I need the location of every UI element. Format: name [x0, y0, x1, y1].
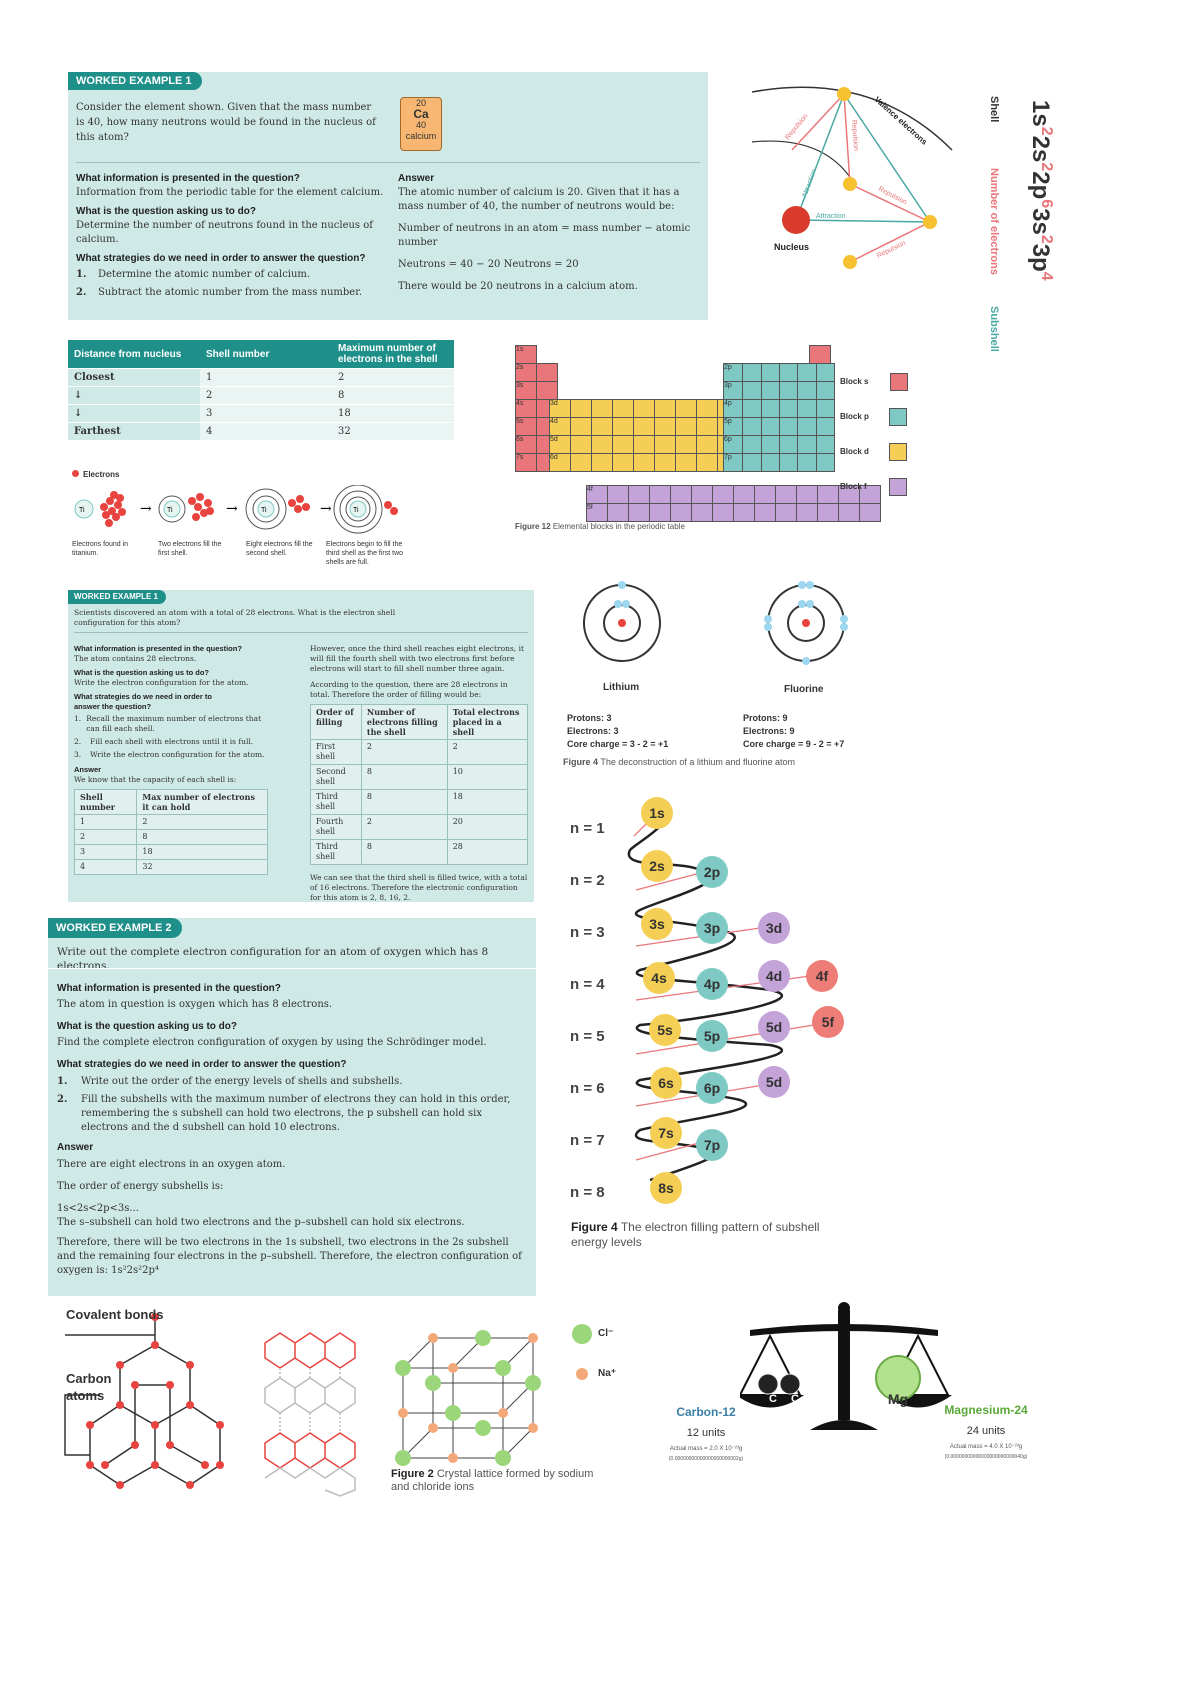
question-text: Write out the complete electron configuration for an atom of oxygen which has 8 electrons. [57, 946, 489, 972]
table-row: ↓ 2 8 [68, 387, 454, 405]
element-name: calcium [405, 131, 437, 141]
subshell: 2p [1027, 171, 1054, 200]
table-row: 2 8 [75, 830, 268, 845]
attraction-label: Attraction [801, 168, 818, 199]
answer-text: We know that the capacity of each shell is: [74, 775, 237, 784]
electron-count: 6 [1038, 199, 1055, 209]
subshell-3p: 3p [696, 912, 728, 944]
chloride-ion-icon [572, 1324, 592, 1344]
energy-level-label: n = 8 [570, 1184, 605, 1201]
divider [48, 968, 536, 969]
step-text: Write out the order of the energy levels of shells and subshells. [81, 1076, 403, 1087]
ti-symbol: Ti [79, 507, 85, 514]
nucleus [782, 206, 810, 234]
s-block-helium [809, 345, 831, 364]
energy-level-label: n = 1 [570, 820, 605, 837]
electron [843, 255, 857, 269]
s-block: 2s 3s 4s 5s 6s 7s [515, 363, 558, 472]
subshell-4f: 4f [806, 960, 838, 992]
arrow-icon: → [226, 501, 238, 517]
table-header: Maximum number of electrons in the shell [332, 340, 454, 369]
subshell-5p: 5p [696, 1020, 728, 1052]
magnesium-mass-long: (0.00000000000000000000000040g) [944, 1454, 1028, 1460]
legend-label: Block f [840, 482, 867, 491]
block-legend [840, 364, 908, 504]
nacl-lattice [393, 1318, 553, 1468]
atomic-number: 20 [415, 98, 426, 108]
shell-label: Shell [988, 96, 1000, 123]
energy-level-label: n = 2 [570, 872, 605, 889]
step-number: 1. [74, 714, 82, 723]
heading-asking: What is the question asking us to do? [76, 206, 257, 217]
question-text: Scientists discovered an atom with a total of 28 electrons. What is the electron shell configuration for this atom? [74, 608, 396, 627]
legend-label: Block d [840, 447, 869, 456]
subshell-4p: 4p [696, 968, 728, 1000]
legend-swatch [889, 478, 907, 496]
lithium-label: Lithium [603, 682, 640, 693]
repulsion-label: Repulsion [877, 185, 908, 207]
heading-strategies: What strategies do we need in order to answer the question? [74, 692, 212, 711]
caption: Electrons found in titanium. [72, 541, 129, 557]
magnesium-panel [920, 1403, 1052, 1460]
p-block: 2p 3p 4p 5p 6p 7p [723, 363, 835, 472]
number-of-electrons-label: Number of electrons [988, 168, 1000, 275]
divider [76, 162, 700, 163]
repulsion-label: Repulsion [784, 112, 810, 142]
step-number: 2. [76, 287, 87, 298]
table-row: First shell 2 2 [311, 740, 528, 765]
answer-text: There are eight electrons in an oxygen atom. [57, 1159, 286, 1170]
subshell-3s: 3s [641, 908, 673, 940]
subshell: 3p [1027, 243, 1054, 272]
asking-text: Find the complete electron configuration of oxygen by using the Schrödinger model. [57, 1037, 487, 1048]
question-text: Consider the element shown. Given that the mass number is 40, how many neutrons would be found in the nucleus of this atom? [76, 102, 376, 143]
subshell-1s: 1s [641, 797, 673, 829]
electron-count: 4 [1038, 271, 1055, 281]
electron-dot-icon [72, 470, 79, 477]
carbon-mass-long: (0.00000000000000000000002g) [668, 1456, 744, 1462]
electron-forces-diagram [752, 80, 962, 280]
subshell: 2s [1027, 135, 1054, 163]
subshell-3d: 3d [758, 912, 790, 944]
answer-text: The s–subshell can hold two electrons and the p–subshell can hold six electrons. [57, 1217, 465, 1228]
answer-conclusion: Therefore, there will be two electrons in the 1s subshell, two electrons in the 2s subshell and the remaining four electrons in the p–subshell. Therefore, the electron configuration of oxygen is: 1s²2s²2p⁴ [57, 1237, 522, 1276]
subshell-order: 1s<2s<2p<3s... [57, 1203, 139, 1214]
energy-level-label: n = 3 [570, 924, 605, 941]
answer-heading: Answer [398, 173, 435, 184]
example-tag: WORKED EXAMPLE 2 [48, 918, 182, 938]
lithium-info: Protons: 3 Electrons: 3 Core charge = 3 - 2 = +1 [567, 713, 669, 749]
magnesium-24-label: Magnesium-24 [944, 1403, 1028, 1417]
electron-config-notation [1026, 100, 1055, 281]
subshell-5d: 5d [758, 1066, 790, 1098]
d-block: 3d 4d 5d 6d [549, 399, 760, 472]
worked-example-shells [68, 590, 534, 902]
worked-example-oxygen [48, 918, 536, 1296]
answer-result: There would be 20 neutrons in a calcium atom. [398, 281, 638, 292]
electron-count: 2 [1038, 162, 1055, 172]
step-text: Fill each shell with electrons until it is full. [90, 737, 254, 746]
legend-label: Block p [840, 412, 869, 421]
valence-electron [923, 215, 937, 229]
covalent-bonds-label: Covalent bonds [66, 1307, 164, 1322]
caption: Eight electrons fill the second shell. [246, 541, 313, 557]
carbon-atom-pointer [65, 1395, 100, 1455]
filling-order-table: Order of filling Number of electrons filling the shell Total electrons placed in a shell First shell 2 2 Second shell 8 10 Third shell 8 18 Fourth shell 2 20 Third shell 8 28 [310, 704, 528, 865]
chloride-label: Cl⁻ [598, 1328, 614, 1339]
asking-text: Determine the number of neutrons found in the nucleus of calcium. [76, 220, 373, 245]
energy-level-label: n = 7 [570, 1132, 605, 1149]
electron [843, 177, 857, 191]
lithium-nucleus [618, 619, 626, 627]
fluorine-nucleus [802, 619, 810, 627]
step-text: Fill the subshells with the maximum number of electrons they can hold in this order, remembering the s subshell can hold two electrons, the p subshell can hold six electrons and the d subshell can hold 10 electrons. [81, 1094, 511, 1133]
step-text: Subtract the atomic number from the mass number. [98, 287, 363, 298]
carbon-12-label: Carbon-12 [676, 1405, 736, 1419]
repulsion-label: Repulsion [875, 239, 907, 260]
step-text: Recall the maximum number of electrons that can fill each shell. [86, 714, 262, 733]
graphite-structure [255, 1318, 375, 1498]
heading-info: What information is presented in the question? [76, 173, 300, 184]
subshell-5f: 5f [812, 1006, 844, 1038]
subshell-5d: 5d [758, 1011, 790, 1043]
answer-heading: Answer [74, 765, 102, 774]
inner-shell-arc [752, 141, 852, 180]
s-block: 1s [515, 345, 537, 364]
subshell: 3s [1027, 208, 1054, 235]
lithium-fluorine-diagram [570, 575, 870, 685]
subshell-5s: 5s [649, 1014, 681, 1046]
table-header: Distance from nucleus [68, 340, 200, 369]
heading-info: What information is presented in the question? [57, 983, 281, 994]
magnesium-mass: Actual mass = 4.0 X 10⁻²³g [949, 1444, 1023, 1450]
valence-label: Valence electrons [872, 94, 929, 147]
energy-level-label: n = 4 [570, 976, 605, 993]
electron-count: 2 [1038, 234, 1055, 244]
fluorine-label: Fluorine [784, 684, 824, 695]
energy-level-label: n = 6 [570, 1080, 605, 1097]
subshell-label: Subshell [988, 306, 1000, 352]
table-row: Second shell 8 10 [311, 765, 528, 790]
carbon-atom-label: C [791, 1393, 799, 1405]
carbon-atom-label: C [769, 1393, 777, 1405]
table-row: Third shell 8 28 [311, 840, 528, 865]
figure-caption: Figure 4 The deconstruction of a lithium and fluorine atom [563, 757, 795, 767]
step-number: 1. [57, 1076, 68, 1087]
subshell-4d: 4d [758, 960, 790, 992]
legend-swatch [890, 373, 908, 391]
info-text: Information from the periodic table for the element calcium. [76, 187, 384, 198]
element-symbol: Ca [413, 107, 429, 121]
carbon-mass: Actual mass = 2.0 X 10⁻²³g [669, 1446, 743, 1452]
caption: Two electrons fill the first shell. [158, 541, 222, 557]
carbon-atoms-label: Carbon atoms [66, 1371, 112, 1403]
figure-caption: Figure 12 Elemental blocks in the periodic table [515, 522, 685, 531]
worked-example-calcium [68, 72, 708, 320]
subshell: 1s [1027, 100, 1054, 127]
periodic-table-blocks [515, 345, 835, 470]
answer-heading: Answer [57, 1142, 94, 1153]
conclusion-text: We can see that the third shell is filled twice, with a total of 16 electrons. Therefore the electronic configuration for this atom is 2, 8, 16, 2. [310, 873, 528, 902]
subshell-8s: 8s [650, 1172, 682, 1204]
figure-caption: Figure 2 Crystal lattice formed by sodium and chloride ions [391, 1468, 594, 1493]
step-number: 2. [57, 1094, 68, 1105]
table-row: 3 18 [75, 845, 268, 860]
shell-capacity-table [68, 340, 454, 441]
legend-label: Electrons [83, 470, 120, 479]
right-text: According to the question, there are 28 electrons in total. Therefore the order of filling would be: [310, 680, 508, 699]
arrow-icon: → [140, 501, 152, 517]
table-row: Farthest 4 32 [68, 423, 454, 441]
step-text: Write the electron configuration for the atom. [90, 750, 265, 759]
energy-level-label: n = 5 [570, 1028, 605, 1045]
heading-asking: What is the question asking us to do? [74, 668, 210, 677]
subshell-2s: 2s [641, 850, 673, 882]
subshell-4s: 4s [643, 962, 675, 994]
example-tag: WORKED EXAMPLE 1 [68, 590, 166, 604]
info-text: The atom contains 28 electrons. [74, 654, 197, 663]
electrons-legend [72, 470, 119, 479]
f-block: 4f 5f [586, 485, 881, 522]
magnesium-units: 24 units [966, 1425, 1006, 1437]
electron-count: 2 [1038, 126, 1055, 136]
subshell-2p: 2p [696, 856, 728, 888]
right-text: However, once the third shell reaches eight electrons, it will fill the fourth shell with two electrons first before electrons will start to fill shell number three again. [310, 644, 524, 673]
table-row: 1 2 [75, 815, 268, 830]
repulsion-label: Repulsion [850, 119, 860, 152]
divider [74, 632, 528, 633]
legend-swatch [889, 408, 907, 426]
carbon-panel [640, 1405, 772, 1462]
fluorine-info: Protons: 9 Electrons: 9 Core charge = 9 - 2 = +7 [743, 713, 845, 749]
subshell-7p: 7p [696, 1129, 728, 1161]
subshell-7s: 7s [650, 1117, 682, 1149]
legend-label: Block s [840, 377, 869, 386]
nucleus-label: Nucleus [774, 242, 810, 252]
answer-text: The order of energy subshells is: [57, 1181, 224, 1192]
capacity-table: Shell number Max number of electrons it can hold 1 2 2 8 3 18 4 32 [74, 789, 268, 875]
calcium-tile [400, 97, 442, 151]
arrow-icon: → [320, 501, 332, 517]
mass-number: 40 [415, 120, 426, 130]
answer-formula: Number of neutrons in an atom = mass number − atomic number [398, 223, 691, 248]
answer-calc: Neutrons = 40 − 20 Neutrons = 20 [398, 259, 579, 270]
step-number: 2. [74, 737, 82, 746]
answer-text: The atomic number of calcium is 20. Given that it has a mass number of 40, the number of neutrons would be: [398, 187, 680, 212]
step-number: 1. [76, 269, 87, 280]
sodium-ion-icon [576, 1368, 588, 1380]
table-row: Fourth shell 2 20 [311, 815, 528, 840]
table-header: Shell number [200, 340, 332, 369]
magnesium-atom-label: Mg [887, 1391, 909, 1407]
ti-symbol: Ti [353, 507, 359, 514]
heading-asking: What is the question asking us to do? [57, 1021, 238, 1032]
table-row: Third shell 8 18 [311, 790, 528, 815]
attraction-label: Attraction [816, 213, 846, 220]
ti-symbol: Ti [167, 507, 173, 514]
valence-electron [837, 87, 851, 101]
legend-swatch [889, 443, 907, 461]
caption: Electrons begin to fill the third shell as the first two shells are full. [326, 541, 404, 566]
ti-symbol: Ti [261, 507, 267, 514]
info-text: The atom in question is oxygen which has 8 electrons. [57, 999, 333, 1010]
figure-caption: Figure 4 The electron filling pattern of subshell energy levels [571, 1220, 820, 1249]
titanium-shell-diagram [70, 485, 410, 540]
example-tag: WORKED EXAMPLE 1 [68, 72, 202, 90]
subshell-6p: 6p [696, 1072, 728, 1104]
step-number: 3. [74, 750, 82, 759]
asking-text: Write the electron configuration for the atom. [74, 678, 249, 687]
table-row: Closest 1 2 [68, 369, 454, 387]
step-text: Determine the atomic number of calcium. [98, 269, 311, 280]
table-row: ↓ 3 18 [68, 405, 454, 423]
subshell-6s: 6s [650, 1067, 682, 1099]
table-row: 4 32 [75, 860, 268, 875]
heading-strategies: What strategies do we need in order to answer the question? [57, 1059, 347, 1070]
heading-info: What information is presented in the question? [74, 644, 242, 653]
carbon-units: 12 units [686, 1427, 726, 1439]
heading-strategies: What strategies do we need in order to answer the question? [76, 253, 366, 264]
diamond-structure [60, 1305, 250, 1505]
sodium-label: Na⁺ [598, 1368, 617, 1379]
